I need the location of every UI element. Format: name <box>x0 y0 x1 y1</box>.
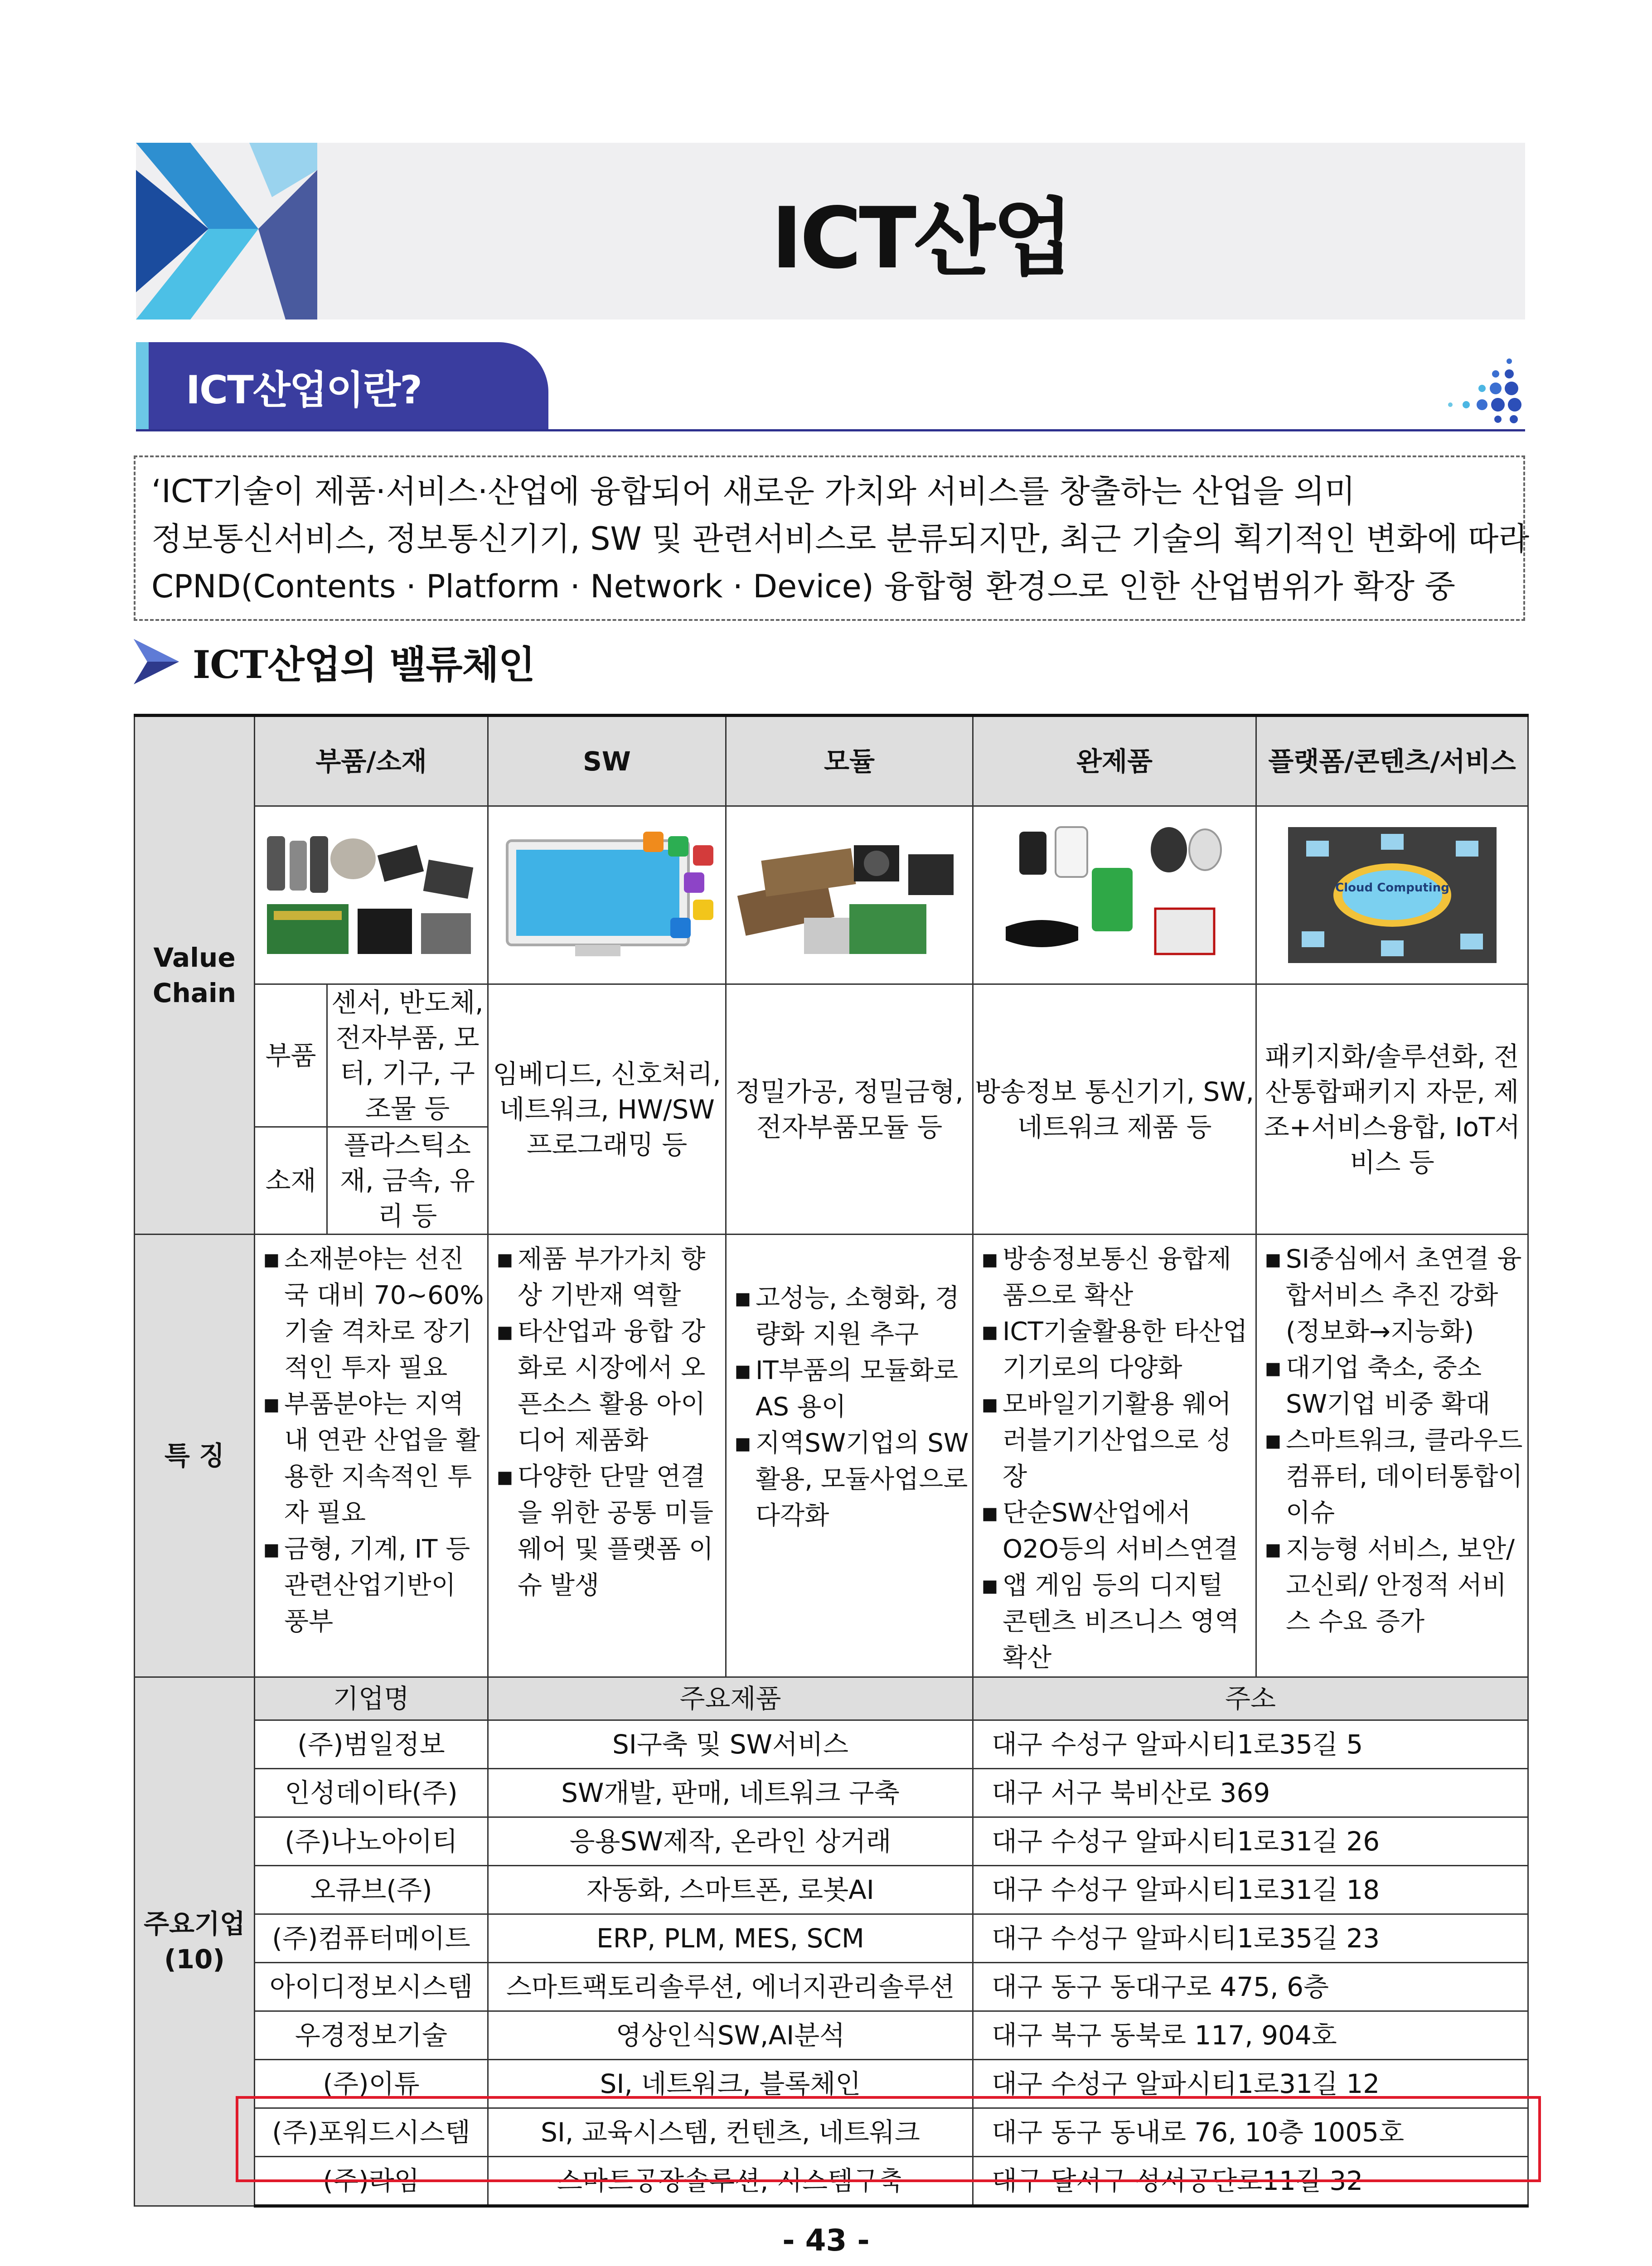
sw-items: 임베디드, 신호처리, 네트워크, HW/SW 프로그래밍 등 <box>488 984 726 1235</box>
definition-line-3: CPND(Contents · Platform · Network · Device) 융합형 환경으로 인한 산업범위가 확장 중 <box>151 568 1456 605</box>
decorative-dots-icon <box>1441 356 1523 424</box>
feature-item: ■ 스마트워크, 클라우드 컴퓨터, 데이터통합이 이슈 <box>1262 1423 1525 1531</box>
feature-item: ■ 부품분야는 지역내 연관 산업을 활용한 지속적인 투자 필요 <box>261 1386 484 1531</box>
company-name: 우경정보기술 <box>255 2011 488 2060</box>
column-header-platform: 플랫폼/콘텐츠/서비스 <box>1256 716 1528 806</box>
feature-item: ■ ICT기술활용한 타산업 기기로의 다양화 <box>979 1314 1253 1386</box>
section-tab-accent <box>136 342 149 431</box>
column-header-sw: SW <box>488 716 726 806</box>
product-image <box>973 806 1256 984</box>
platform-image <box>1256 806 1528 984</box>
cloud-label: Cloud Computing <box>1335 881 1449 895</box>
companies-header-name: 기업명 <box>255 1677 488 1720</box>
company-name: (주)포워드시스템 <box>255 2108 488 2157</box>
table-row <box>135 1720 1528 1769</box>
column-header-module: 모듈 <box>726 716 973 806</box>
feature-item: ■ 타산업과 융합 강화로 시장에서 오픈소스 활용 아이디어 제품화 <box>494 1314 722 1459</box>
table-row <box>135 2011 1528 2060</box>
feature-item: ■ 다양한 단말 연결을 위한 공통 미들웨어 및 플랫폼 이슈 발생 <box>494 1459 722 1604</box>
feature-item: ■ 방송정보통신 융합제품으로 확산 <box>979 1241 1253 1314</box>
company-product: 영상인식SW,AI분석 <box>488 2011 973 2060</box>
company-product: 스마트팩토리솔루션, 에너지관리솔루션 <box>488 1963 973 2011</box>
feature-item: ■ 제품 부가가치 향상 기반재 역할 <box>494 1241 722 1314</box>
electronic-parts-icon <box>262 827 480 963</box>
company-address: 대구 수성구 알파시티1로35길 5 <box>973 1720 1528 1769</box>
feature-item: ■ SI중심에서 초연결 융합서비스 추진 강화 (정보화→지능화) <box>1262 1241 1525 1350</box>
table-row <box>135 1866 1528 1914</box>
platform-items: 패키지화/솔루션화, 전산통합패키지 자문, 제조+서비스융합, IoT서비스 등 <box>1256 984 1528 1235</box>
page-title: ICT산업 <box>771 189 1071 287</box>
part-sub-label: 부품 <box>255 984 327 1127</box>
highlight-box <box>236 2096 1541 2182</box>
features-platform <box>1256 1235 1528 1677</box>
material-sub-label: 소재 <box>255 1127 327 1235</box>
feature-item: ■ IT부품의 모듈화로 AS 용이 <box>732 1353 969 1425</box>
part-items: 센서, 반도체, 전자부품, 모터, 기구, 구조물 등 <box>327 984 488 1127</box>
company-product: SI구축 및 SW서비스 <box>488 1720 973 1769</box>
company-product: 자동화, 스마트폰, 로봇AI <box>488 1866 973 1914</box>
table-row <box>135 1769 1528 1817</box>
sw-image <box>488 806 726 984</box>
feature-item: ■ 모바일기기활용 웨어러블기기산업으로 성장 <box>979 1386 1253 1495</box>
company-product: SI, 교육시스템, 컨텐츠, 네트워크 <box>488 2108 973 2157</box>
company-address: 대구 동구 동내로 76, 10층 1005호 <box>973 2108 1528 2157</box>
company-address: 대구 수성구 알파시티1로35길 23 <box>973 1914 1528 1963</box>
section-tab <box>136 342 548 431</box>
companies-header-address: 주소 <box>973 1677 1528 1720</box>
circuit-modules-icon <box>736 827 963 963</box>
page-number: - 43 - <box>782 2223 870 2258</box>
definition-box <box>134 455 1530 621</box>
companies-header-product: 주요제품 <box>488 1677 973 1720</box>
company-address: 대구 북구 동북로 117, 904호 <box>973 2011 1528 2060</box>
material-items: 플라스틱소재, 금속, 유리 등 <box>327 1127 488 1235</box>
company-name: (주)이튜 <box>255 2060 488 2108</box>
company-address: 대구 수성구 알파시티1로31길 18 <box>973 1866 1528 1914</box>
product-items: 방송정보 통신기기, SW, 네트워크 제품 등 <box>973 984 1256 1235</box>
section-underline <box>136 429 1525 431</box>
features-label: 특 징 <box>135 1235 255 1677</box>
company-product: SI, 네트워크, 블록체인 <box>488 2060 973 2108</box>
companies-label: 주요기업 (10) <box>135 1677 255 2206</box>
feature-item: ■ 소재분야는 선진국 대비 70~60% 기술 격차로 장기적인 투자 필요 <box>261 1241 484 1386</box>
company-product: 응용SW제작, 온라인 상거래 <box>488 1817 973 1866</box>
table-row <box>135 1817 1528 1866</box>
brand-logo-icon <box>136 143 317 320</box>
table-row <box>135 1914 1528 1963</box>
module-image <box>726 806 973 984</box>
definition-line-2: 정보통신서비스, 정보통신기기, SW 및 관련서비스로 분류되지만, 최근 기술의 획기적인 변화에 따라 <box>151 520 1530 557</box>
company-product: ERP, PLM, MES, SCM <box>488 1914 973 1963</box>
monitor-apps-icon <box>494 827 720 963</box>
company-name: 오큐브(주) <box>255 1866 488 1914</box>
devices-icon <box>988 823 1241 968</box>
feature-item: ■ 대기업 축소, 중소 SW기업 비중 확대 <box>1262 1350 1525 1423</box>
definition-line-1: ‘ICT기술이 제품·서비스·산업에 융합되어 새로운 가치와 서비스를 창출하는 산업을 의미 <box>151 473 1356 510</box>
feature-item: ■ 앱 게임 등의 디지털 콘텐츠 비즈니스 영역확산 <box>979 1568 1253 1676</box>
company-address: 대구 달서구 성서공단로11길 32 <box>973 2157 1528 2206</box>
section-title: ICT산업이란? <box>186 367 421 413</box>
feature-item: ■ 지역SW기업의 SW 활용, 모듈사업으로 다각화 <box>732 1425 969 1534</box>
features-sw <box>488 1235 726 1677</box>
feature-item: ■ 단순SW산업에서 O2O등의 서비스연결 <box>979 1495 1253 1568</box>
table-row <box>135 1963 1528 2011</box>
features-module <box>726 1235 973 1677</box>
value-chain-heading: ICT산업의 밸류체인 <box>193 642 535 687</box>
triangle-arrow-icon <box>134 639 184 684</box>
company-product: SW개발, 판매, 네트워크 구축 <box>488 1769 973 1817</box>
column-header-parts: 부품/소재 <box>255 716 488 806</box>
company-name: (주)라임 <box>255 2157 488 2206</box>
module-items: 정밀가공, 정밀금형, 전자부품모듈 등 <box>726 984 973 1235</box>
company-address: 대구 동구 동대구로 475, 6층 <box>973 1963 1528 2011</box>
company-product: 스마트공장솔루션, 시스템구축 <box>488 2157 973 2206</box>
company-address: 대구 서구 북비산로 369 <box>973 1769 1528 1817</box>
features-parts <box>255 1235 488 1677</box>
company-name: (주)범일정보 <box>255 1720 488 1769</box>
value-chain-table <box>134 714 1529 2208</box>
company-name: 인성데이타(주) <box>255 1769 488 1817</box>
company-address: 대구 수성구 알파시티1로31길 26 <box>973 1817 1528 1866</box>
feature-item: ■ 금형, 기계, IT 등 관련산업기반이 풍부 <box>261 1531 484 1640</box>
column-header-product: 완제품 <box>973 716 1256 806</box>
company-address: 대구 수성구 알파시티1로31길 12 <box>973 2060 1528 2108</box>
features-product <box>973 1235 1256 1677</box>
feature-item: ■ 고성능, 소형화, 경량화 지원 추구 <box>732 1280 969 1353</box>
company-name: (주)컴퓨터메이트 <box>255 1914 488 1963</box>
cloud-computing-icon <box>1288 827 1497 963</box>
company-name: 아이디정보시스템 <box>255 1963 488 2011</box>
value-chain-label: Value Chain <box>135 716 255 1235</box>
feature-item: ■ 지능형 서비스, 보안/고신뢰/ 안정적 서비스 수요 증가 <box>1262 1531 1525 1640</box>
parts-image <box>255 806 488 984</box>
company-name: (주)나노아이티 <box>255 1817 488 1866</box>
